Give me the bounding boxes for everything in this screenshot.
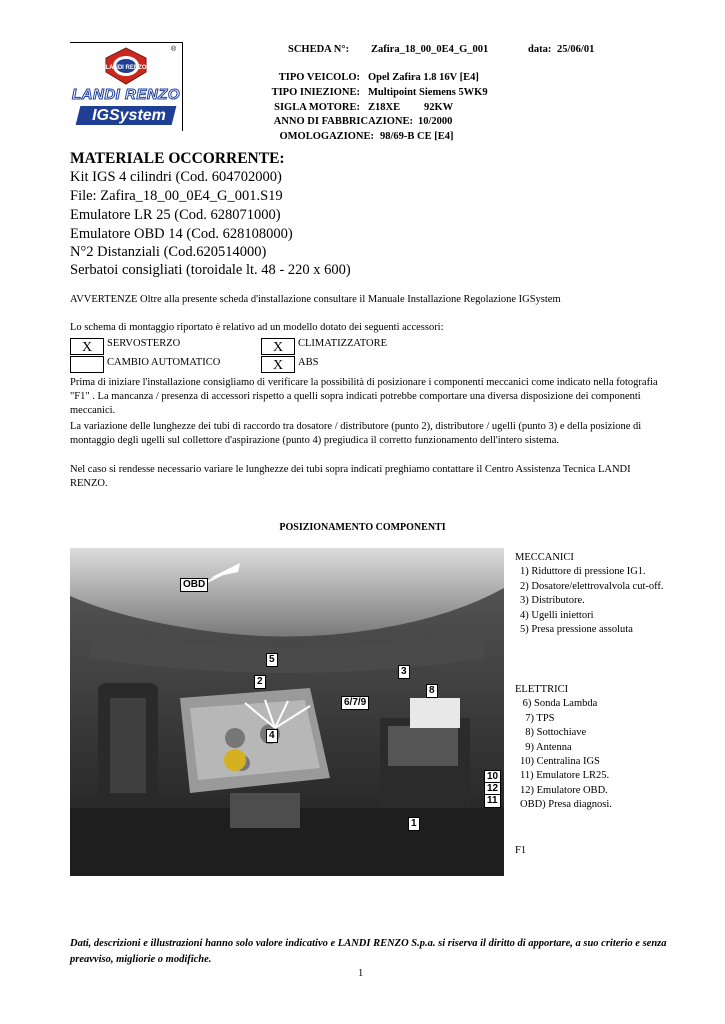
label-4: 4 [266,729,278,743]
brand-name: LANDI RENZO [72,86,180,103]
data-label: data: [528,44,552,55]
tipo-veicolo-label: TIPO VEICOLO: [278,72,360,83]
elettrici-item: 10) Centralina IGS [520,756,600,768]
scheda-value: Zafira_18_00_0E4_G_001 [371,44,489,55]
omologazione-label: OMOLOGAZIONE: [279,131,374,142]
scheda-label: SCHEDA N°: [288,44,350,55]
material-item: N°2 Distanziali (Cod.620514000) [70,244,267,260]
engine-bay-photo [70,548,504,876]
label-obd: OBD [180,578,208,592]
sigla-motore-label: SIGLA MOTORE: [274,102,360,113]
label-10: 10 [484,770,501,784]
elettrici-item: 12) Emulatore OBD. [520,784,608,796]
climatizzatore-checkbox: X [261,338,295,355]
elettrici-item: 6) Sonda Lambda [520,698,598,710]
cambio-automatico-checkbox [70,356,104,373]
elettrici-item: 7) TPS [520,712,555,724]
figure-label: F1 [515,845,527,856]
label-3: 3 [398,665,410,679]
meccanici-item: 4) Ugelli iniettori [520,609,594,621]
abs-label: ABS [298,357,319,368]
disclaimer-footer: Dati, descrizioni e illustrazioni hanno solo valore indicativo e LANDI RENZO S.p.a. si riserva il diritto di apportare, a suo criterio e senza preavviso, migliorie o modifiche. [70,938,667,965]
servosterzo-label: SERVOSTERZO [107,338,181,349]
meccanici-title: MECCANICI [515,552,574,563]
meccanici-item: 1) Riduttore di pressione IG1. [520,566,646,578]
data-value: 25/06/01 [557,44,595,55]
label-8: 8 [426,684,438,698]
meccanici-item: 5) Presa pressione assoluta [520,624,633,636]
elettrici-item: OBD) Presa diagnosi. [520,799,612,811]
section-title: POSIZIONAMENTO COMPONENTI [279,522,446,533]
sigla-motore-value: Z18XE [368,102,401,113]
label-679: 6/7/9 [341,696,369,710]
instructions-paragraph: La variazione delle lunghezze dei tubi di raccordo tra dosatore / distributore (punto 2), distributore / ugelli (punto 3) e della posizione di montaggio degli ugelli sul collettore d'aspirazione (punto 4) pregiudica il corretto funzionamento dell'intero sistema. [70,421,642,446]
meccanici-item: 2) Dosatore/elettrovalvola cut-off. [520,580,664,592]
anno-label: ANNO DI FABBRICAZIONE: [273,116,413,127]
label-11: 11 [484,794,501,808]
material-item: Emulatore OBD 14 (Cod. 628108000) [70,226,293,242]
material-item: Emulatore LR 25 (Cod. 628071000) [70,207,281,223]
omologazione-value: 98/69-B CE [E4] [380,131,454,142]
meccanici-item: 3) Distributore. [520,595,585,607]
materials-title: MATERIALE OCCORRENTE: [70,150,285,167]
anno-value: 10/2000 [418,116,453,127]
landi-renzo-emblem-icon [102,46,150,86]
label-5: 5 [266,653,278,667]
elettrici-item: 8) Sottochiave [520,727,587,739]
servosterzo-checkbox: X [70,338,104,355]
tipo-veicolo-value: Opel Zafira 1.8 16V [E4] [368,72,479,83]
instructions-paragraph: Nel caso si rendesse necessario variare le lunghezze dei tubi sopra indicati preghiamo contattare il Centro Assistenza Tecnica LANDI RENZO. [70,464,631,489]
abs-checkbox: X [261,356,295,373]
elettrici-item: 9) Antenna [520,741,572,753]
label-1: 1 [408,817,420,831]
tipo-iniezione-label: TIPO INIEZIONE: [271,87,360,98]
label-12: 12 [484,782,501,796]
meccanici-list [515,551,664,637]
label-2: 2 [254,675,266,689]
material-item: File: Zafira_18_00_0E4_G_001.S19 [70,188,283,204]
engine-bay-illustration [70,548,504,876]
material-item: Serbatoi consigliati (toroidale lt. 48 - 220 x 600) [70,262,351,278]
elettrici-title: ELETTRICI [515,684,569,695]
warning-text: AVVERTENZE Oltre alla presente scheda d'installazione consultare il Manuale Installazione Regolazione IGSystem [70,294,561,305]
emblem-text: LANDI RENZO [105,65,147,71]
potenza-value: 92KW [424,102,454,113]
accessories-intro: Lo schema di montaggio riportato è relativo ad un modello dotato dei seguenti accessori: [70,322,444,333]
registered-mark: ® [171,46,177,53]
elettrici-item: 11) Emulatore LR25. [520,770,610,782]
cambio-automatico-label: CAMBIO AUTOMATICO [107,357,221,368]
climatizzatore-label: CLIMATIZZATORE [298,338,388,349]
tipo-iniezione-value: Multipoint Siemens 5WK9 [368,87,488,98]
product-name: IGSystem [92,107,166,124]
page-number: 1 [358,968,364,979]
instructions-paragraph: Prima di iniziare l'installazione consigliamo di verificare la possibilità di posizionare i componenti meccanici come indicato nella fotografia "F1" . La mancanza / presenza di accessori rispetto a quelli sopra indicati potrebbe comportare una diversa disposizione dei componenti meccanici. [70,377,658,416]
elettrici-list [515,683,612,813]
material-item: Kit IGS 4 cilindri (Cod. 604702000) [70,169,282,185]
